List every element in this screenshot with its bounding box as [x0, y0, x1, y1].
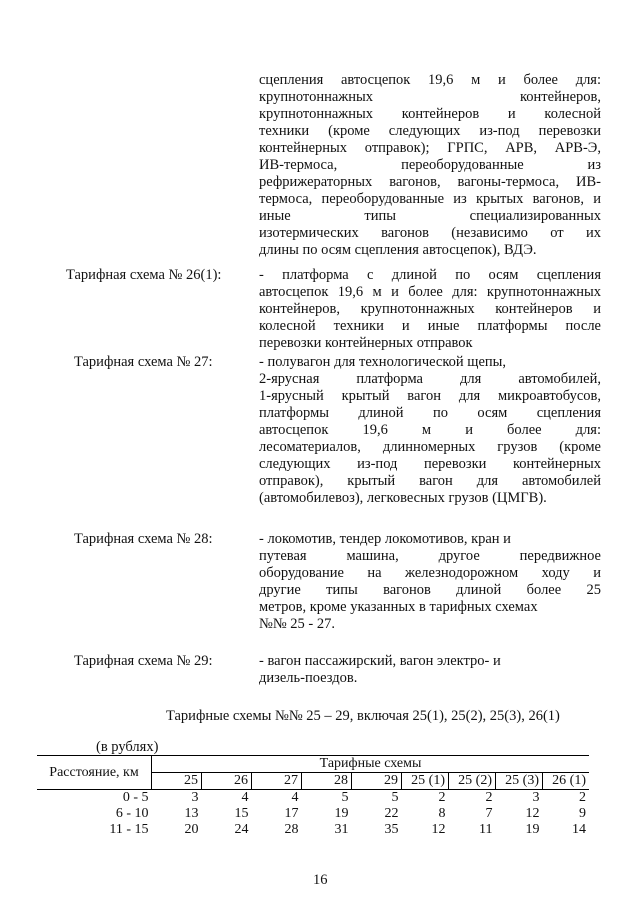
text-line: автосцепок 19,6 м и более для: [259, 422, 601, 438]
text-line: сцепления автосцепок 19,6 м и более для: [259, 72, 601, 88]
scheme-label-26-1: Тарифная схема № 26(1): [66, 267, 222, 283]
scheme-label-29: Тарифная схема № 29: [74, 653, 213, 669]
text-line: дизель-поездов. [259, 670, 358, 686]
value-cell: 4 [241, 790, 249, 805]
value-cell: 11 [479, 822, 493, 837]
text-line: техники (кроме следующих из-под перевозки [259, 123, 601, 139]
value-cell: 2 [438, 790, 446, 805]
value-cell: 2 [579, 790, 586, 805]
distance-cell: 11 - 15 [109, 822, 149, 837]
text-line: - платформа с длиной по осям сцепления [259, 267, 601, 283]
text-line: (автомобилевоз), легковесных грузов (ЦМГВ). [259, 490, 547, 506]
value-cell: 24 [234, 822, 249, 837]
column-header: 26 [202, 773, 252, 790]
text-line: рефрижераторных вагонов, вагоны-термоса, ИВ- [259, 174, 601, 190]
value-cell: 14 [572, 822, 586, 837]
scheme-label-28: Тарифная схема № 28: [74, 531, 213, 547]
value-cell: 7 [485, 806, 493, 821]
value-cell: 3 [532, 790, 540, 805]
text-line: изотермических вагонов (независимо от их [259, 225, 601, 241]
table-row [37, 822, 589, 838]
text-line: отправок), крытый вагон для автомобилей [259, 473, 601, 489]
value-cell: 15 [234, 806, 249, 821]
text-line: иные типы специализированных [259, 208, 601, 224]
column-header: 27 [252, 773, 302, 790]
text-line: 1-ярусный крытый вагон для микроавтобусов, [259, 388, 601, 404]
value-cell: 3 [191, 790, 199, 805]
scheme-label-27: Тарифная схема № 27: [74, 354, 213, 370]
column-header: 25 (2) [449, 773, 496, 790]
value-cell: 19 [525, 822, 540, 837]
text-line: перевозки контейнерных отправок [259, 335, 473, 351]
value-cell: 9 [579, 806, 586, 821]
value-cell: 8 [438, 806, 446, 821]
value-cell: 35 [384, 822, 399, 837]
distance-cell: 0 - 5 [122, 790, 149, 805]
text-line: следующих из-под перевозки контейнерных [259, 456, 601, 472]
text-line: 2-ярусная платформа для автомобилей, [259, 371, 601, 387]
column-header: 25 (3) [496, 773, 543, 790]
text-line: - локомотив, тендер локомотивов, кран и [259, 531, 511, 547]
text-line: контейнерных отправок); ГРПС, АРВ, АРВ-Э, [259, 140, 601, 156]
text-line: термоса, переоборудованные из крытых вагонов, и [259, 191, 601, 207]
value-cell: 5 [391, 790, 399, 805]
scheme-description-28 [259, 531, 601, 633]
value-cell: 28 [284, 822, 299, 837]
text-line: контейнеров, крупнотоннажных контейнеров и [259, 301, 601, 317]
value-cell: 13 [184, 806, 199, 821]
text-line: - вагон пассажирский, вагон электро- и [259, 653, 501, 669]
text-line: крупнотоннажных контейнеров, [259, 89, 601, 105]
value-cell: 22 [384, 806, 399, 821]
column-header: 25 (1) [402, 773, 449, 790]
value-cell: 2 [485, 790, 493, 805]
value-cell: 12 [525, 806, 540, 821]
value-cell: 17 [284, 806, 299, 821]
text-line: ИВ-термоса, переоборудованные из [259, 157, 601, 173]
continuation-text [259, 72, 601, 259]
column-header: 26 (1) [543, 773, 590, 790]
distance-header: Расстояние, км [37, 756, 152, 790]
value-cell: 5 [341, 790, 349, 805]
scheme-description-29 [259, 653, 601, 687]
text-line: автосцепок 19,6 м и более для: крупнотоннажных [259, 284, 601, 300]
text-line: платформы длиной по осям сцепления [259, 405, 601, 421]
text-line: - полувагон для технологической щепы, [259, 354, 507, 370]
text-line: №№ 25 - 27. [259, 616, 335, 632]
page-number: 16 [313, 872, 328, 888]
distance-cell: 6 - 10 [115, 806, 149, 821]
scheme-description-27 [259, 354, 601, 507]
text-line: лесоматериалов, длинномерных грузов (кроме [259, 439, 601, 455]
text-line: оборудование на железнодорожном ходу и [259, 565, 601, 581]
value-cell: 31 [334, 822, 349, 837]
text-line: длины по осям сцепления автосцепок), ВДЭ. [259, 242, 537, 258]
table-row [37, 806, 589, 822]
tariff-table [37, 755, 589, 838]
value-cell: 19 [334, 806, 349, 821]
column-header: 29 [352, 773, 402, 790]
scheme-description-26-1 [259, 267, 601, 352]
group-header: Тарифные схемы [152, 756, 590, 773]
value-cell: 4 [291, 790, 299, 805]
table-header-row [37, 756, 589, 773]
text-line: метров, кроме указанных в тарифных схемах [259, 599, 538, 615]
value-cell: 12 [431, 822, 446, 837]
text-line: крупнотоннажных контейнеров и колесной [259, 106, 601, 122]
text-line: колесной техники и иные платформы после [259, 318, 601, 334]
value-cell: 20 [184, 822, 199, 837]
table-unit: (в рублях) [96, 739, 159, 755]
table-row [37, 790, 589, 807]
column-header: 28 [302, 773, 352, 790]
column-header: 25 [152, 773, 202, 790]
text-line: другие типы вагонов длиной более 25 [259, 582, 601, 598]
text-line: путевая машина, другое передвижное [259, 548, 601, 564]
table-caption: Тарифные схемы №№ 25 – 29, включая 25(1), 25(2), 25(3), 26(1) [166, 708, 560, 724]
